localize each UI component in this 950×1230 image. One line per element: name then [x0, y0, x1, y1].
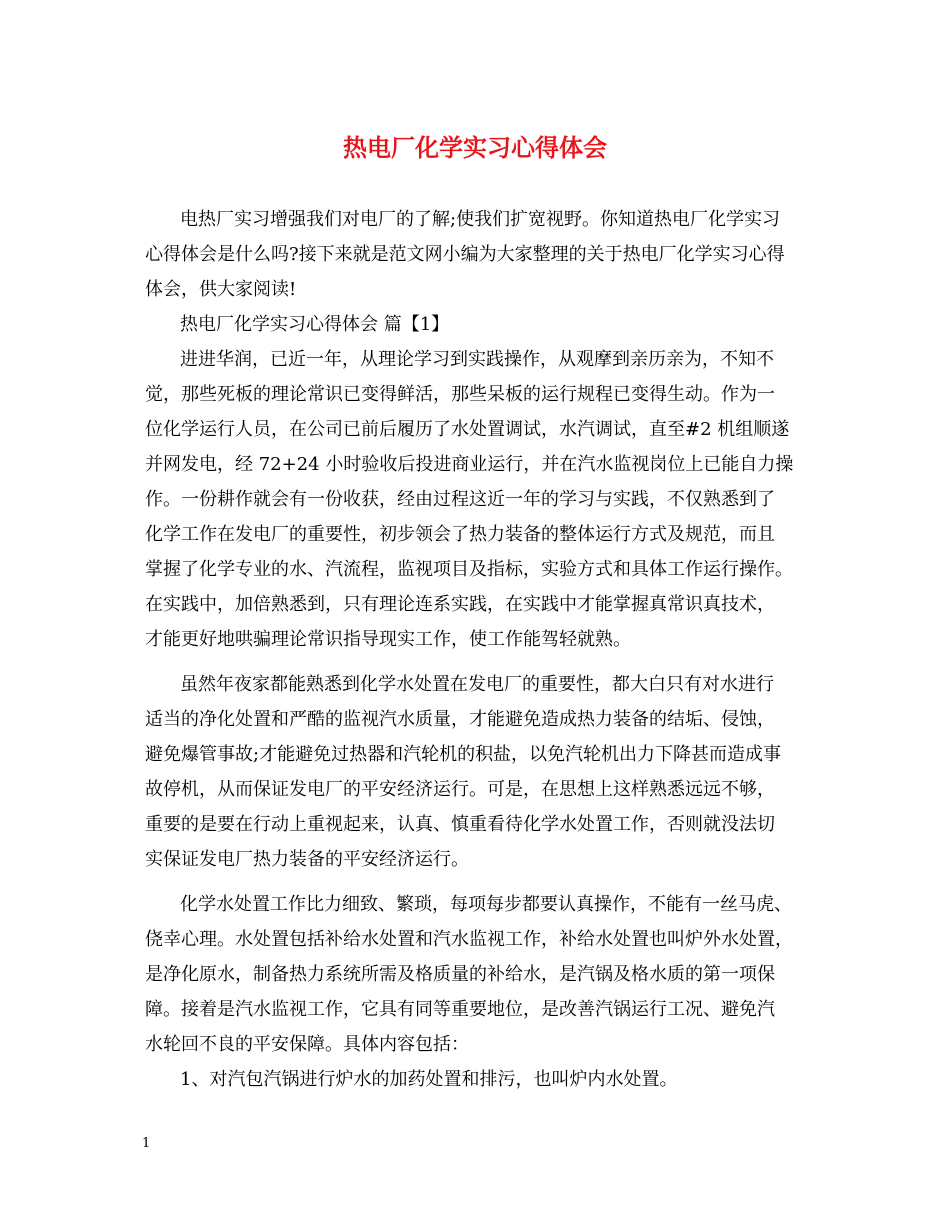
- paragraph-line: 水轮回不良的平安保障。具体内容包括：: [145, 1034, 469, 1055]
- paragraph-line: 虽然年夜家都能熟悉到化学水处置在发电厂的重要性，都大白只有对水进行: [180, 674, 774, 695]
- paragraph-line: 在实践中，加倍熟悉到，只有理论连系实践，在实践中才能掌握真常识真技术，: [145, 594, 775, 615]
- paragraph-line: 心得体会是什么吗?接下来就是范文网小编为大家整理的关于热电厂化学实习心得: [145, 244, 785, 265]
- paragraph-line: 故停机，从而保证发电厂的平安经济运行。可是，在思想上这样熟悉远远不够，: [145, 779, 775, 800]
- paragraph-line: 并网发电，经 72+24 小时验收后投进商业运行，并在汽水监视岗位上已能自力操: [145, 454, 794, 475]
- paragraph-line: 侥幸心理。水处置包括补给水处置和汽水监视工作，补给水处置也叫炉外水处置，: [145, 929, 793, 950]
- paragraph-line: 适当的净化处置和严酷的监视汽水质量，才能避免造成热力装备的结垢、侵蚀，: [145, 709, 775, 730]
- paragraph-line: 重要的是要在行动上重视起来，认真、慎重看待化学水处置工作，否则就没法切: [145, 814, 775, 835]
- paragraph-line: 觉，那些死板的理论常识已变得鲜活，那些呆板的运行规程已变得生动。作为一: [145, 384, 775, 405]
- paragraph-line: 才能更好地哄骗理论常识指导现实工作，使工作能驾轻就熟。: [145, 629, 631, 650]
- section-heading: 热电厂化学实习心得体会 篇【1】: [180, 314, 450, 335]
- paragraph-line: 化学工作在发电厂的重要性，初步领会了热力装备的整体运行方式及规范，而且: [145, 524, 775, 545]
- paragraph-line: 进进华润，已近一年，从理论学习到实践操作，从观摩到亲历亲为，不知不: [180, 349, 774, 370]
- page-number: 1: [142, 1136, 151, 1151]
- paragraph-line: 体会，供大家阅读!: [145, 279, 297, 300]
- document-title: 热电厂化学实习心得体会: [343, 133, 607, 162]
- paragraph-line: 位化学运行人员，在公司已前后履历了水处置调试，水汽调试，直至#2 机组顺遂: [145, 419, 790, 440]
- paragraph-line: 化学水处置工作比力细致、繁琐，每项每步都要认真操作，不能有一丝马虎、: [180, 894, 792, 915]
- paragraph-line: 电热厂实习增强我们对电厂的了解;使我们扩宽视野。你知道热电厂化学实习: [180, 209, 781, 230]
- paragraph-line: 是净化原水，制备热力系统所需及格质量的补给水，是汽锅及格水质的第一项保: [145, 964, 775, 985]
- paragraph-line: 避免爆管事故;才能避免过热器和汽轮机的积盐，以免汽轮机出力下降甚而造成事: [145, 744, 782, 765]
- paragraph-line: 实保证发电厂热力装备的平安经济运行。: [145, 849, 469, 870]
- paragraph-line: 作。一份耕作就会有一份收获，经由过程这近一年的学习与实践，不仅熟悉到了: [145, 489, 775, 510]
- paragraph-line: 掌握了化学专业的水、汽流程，监视项目及指标，实验方式和具体工作运行操作。: [145, 559, 793, 580]
- list-item: 1、对汽包汽锅进行炉水的加药处置和排污，也叫炉内水处置。: [180, 1069, 678, 1090]
- paragraph-line: 障。接着是汽水监视工作，它具有同等重要地位，是改善汽锅运行工况、避免汽: [145, 999, 775, 1020]
